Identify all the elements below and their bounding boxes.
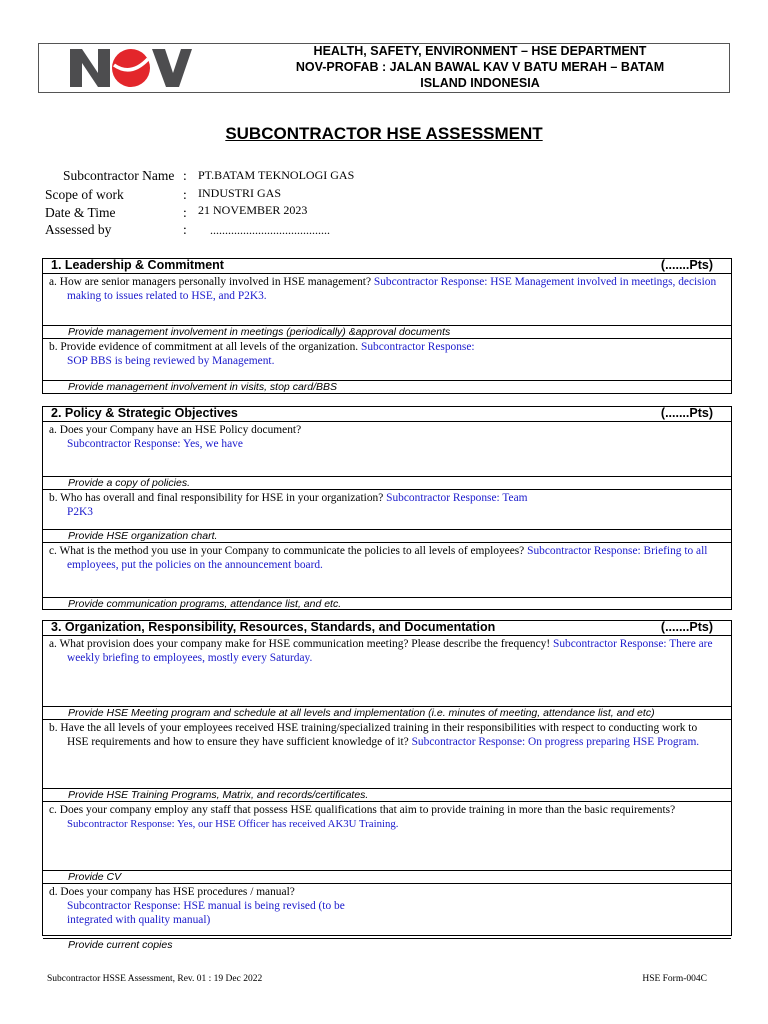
question-block xyxy=(43,802,731,884)
question-block xyxy=(43,490,731,543)
question-text: b. Have the all levels of your employees received HSE training/specialized training in their responsibilities with respect to conducting work to HSE requirements and how to ensure they have sufficient knowledge of it? Subcontractor Response: On progress preparing HSE Program. xyxy=(49,722,700,748)
provide-note: Provide a copy of policies. xyxy=(68,477,190,489)
question-text: b. Who has overall and final responsibility for HSE in your organization? Subcontractor Response: Team P2K3 xyxy=(49,492,528,518)
subcontractor-response: Subcontractor Response: HSE Management involved in meetings, decision making to issues related to HSE, and P2K3. xyxy=(67,276,717,302)
subcontractor-response: Subcontractor Response: Yes, our HSE Officer has received AK3U Training. xyxy=(67,818,399,830)
section-header xyxy=(43,407,731,422)
section-header xyxy=(43,259,731,274)
question-text: a. What provision does your company make for HSE communication meeting? Please describe the frequency! Subcontractor Response: There are weekly briefing to employees, mostly every Saturday. xyxy=(49,638,713,664)
header-line-2: NOV-PROFAB : JALAN BAWAL KAV V BATU MERAH – BATAM xyxy=(295,60,665,74)
colon: : xyxy=(183,187,187,202)
subcontractor-name-value: PT.BATAM TEKNOLOGI GAS xyxy=(198,168,355,182)
header-line-1: HEALTH, SAFETY, ENVIRONMENT – HSE DEPARTMENT xyxy=(313,44,647,58)
footer-revision: Subcontractor HSSE Assessment, Rev. 01 : 19 Dec 2022 xyxy=(47,974,263,984)
page-title: SUBCONTRACTOR HSE ASSESSMENT xyxy=(225,124,543,143)
subcontractor-name-label: Subcontractor Name xyxy=(63,168,175,183)
colon: : xyxy=(183,222,187,237)
subcontractor-response: Subcontractor Response: SOP BBS is being reviewed by Management. xyxy=(67,341,475,367)
question-text: a. Does your Company have an HSE Policy document? Subcontractor Response: Yes, we have xyxy=(49,424,302,450)
section-points: (.......Pts) xyxy=(660,406,713,420)
scope-label: Scope of work xyxy=(45,187,124,202)
section-points: (.......Pts) xyxy=(660,258,713,272)
provide-note: Provide HSE Training Programs, Matrix, and records/certificates. xyxy=(68,789,369,801)
date-time-label: Date & Time xyxy=(45,205,116,220)
subcontractor-response: Subcontractor Response: Team P2K3 xyxy=(67,492,528,518)
question-text: b. Provide evidence of commitment at all levels of the organization. Subcontractor Response: SOP BBS is being reviewed by Management. xyxy=(49,341,475,367)
provide-note: Provide HSE organization chart. xyxy=(68,530,218,542)
provide-note: Provide communication programs, attendance list, and etc. xyxy=(68,598,342,610)
question-block xyxy=(43,720,731,802)
question-text: c. Does your company employ any staff that possess HSE qualifications that aim to provide training in more than the basic requirements? Subcontractor Response: Yes, our HSE Officer has received AK3U Training. xyxy=(49,804,676,830)
question-text: d. Does your company has HSE procedures / manual? Subcontractor Response: HSE manual is being revised (to be integrated with quality manual) xyxy=(49,886,345,926)
colon: : xyxy=(183,205,187,220)
section-title: 2. Policy & Strategic Objectives xyxy=(51,406,238,420)
section-organization xyxy=(42,620,732,951)
subcontractor-response: Subcontractor Response: On progress preparing HSE Program. xyxy=(411,736,700,748)
subcontractor-response: Subcontractor Response: Briefing to all employees, put the policies on the announcement board. xyxy=(67,545,708,571)
section-title: 1. Leadership & Commitment xyxy=(51,258,224,272)
subcontractor-response: Subcontractor Response: Yes, we have xyxy=(67,438,243,450)
subcontractor-response: Subcontractor Response: HSE manual is being revised (to be integrated with quality manual) xyxy=(67,900,345,926)
nov-logo xyxy=(70,47,192,87)
header-line-3: ISLAND INDONESIA xyxy=(420,76,540,90)
subcontractor-response: Subcontractor Response: There are weekly briefing to employees, mostly every Saturday. xyxy=(67,638,713,664)
section-leadership xyxy=(42,258,732,394)
question-text: a. How are senior managers personally involved in HSE management? Subcontractor Response: HSE Management involved in meetings, decision making to issues related to HSE, and P2K3. xyxy=(49,276,717,302)
footer-form-number: HSE Form-004C xyxy=(642,974,707,984)
provide-note: Provide management involvement in visits, stop card/BBS xyxy=(68,381,338,393)
provide-note: Provide management involvement in meetings (periodically) &approval documents xyxy=(68,326,451,338)
section-header xyxy=(43,621,731,636)
section-policy xyxy=(42,406,732,610)
date-time-value: 21 NOVEMBER 2023 xyxy=(198,203,308,217)
provide-note: Provide CV xyxy=(68,871,122,883)
question-text: c. What is the method you use in your Company to communicate the policies to all levels of employees? Subcontractor Response: Briefing to all employees, put the policies on the announcement board. xyxy=(49,545,708,571)
assessed-by-value: ........................................ xyxy=(210,223,330,237)
question-block xyxy=(43,636,731,720)
question-block xyxy=(43,422,731,490)
section-points: (.......Pts) xyxy=(660,620,713,634)
question-block xyxy=(43,274,731,339)
assessed-by-label: Assessed by xyxy=(45,222,112,237)
section-title: 3. Organization, Responsibility, Resources, Standards, and Documentation xyxy=(51,620,496,634)
question-block xyxy=(43,339,731,393)
question-block xyxy=(43,543,731,610)
colon: : xyxy=(183,168,187,183)
scope-value: INDUSTRI GAS xyxy=(198,186,282,200)
question-block xyxy=(43,884,731,951)
provide-note: Provide HSE Meeting program and schedule at all levels and implementation (i.e. minutes of meeting, attendance list, and etc) xyxy=(68,707,655,719)
provide-note: Provide current copies xyxy=(68,939,173,951)
